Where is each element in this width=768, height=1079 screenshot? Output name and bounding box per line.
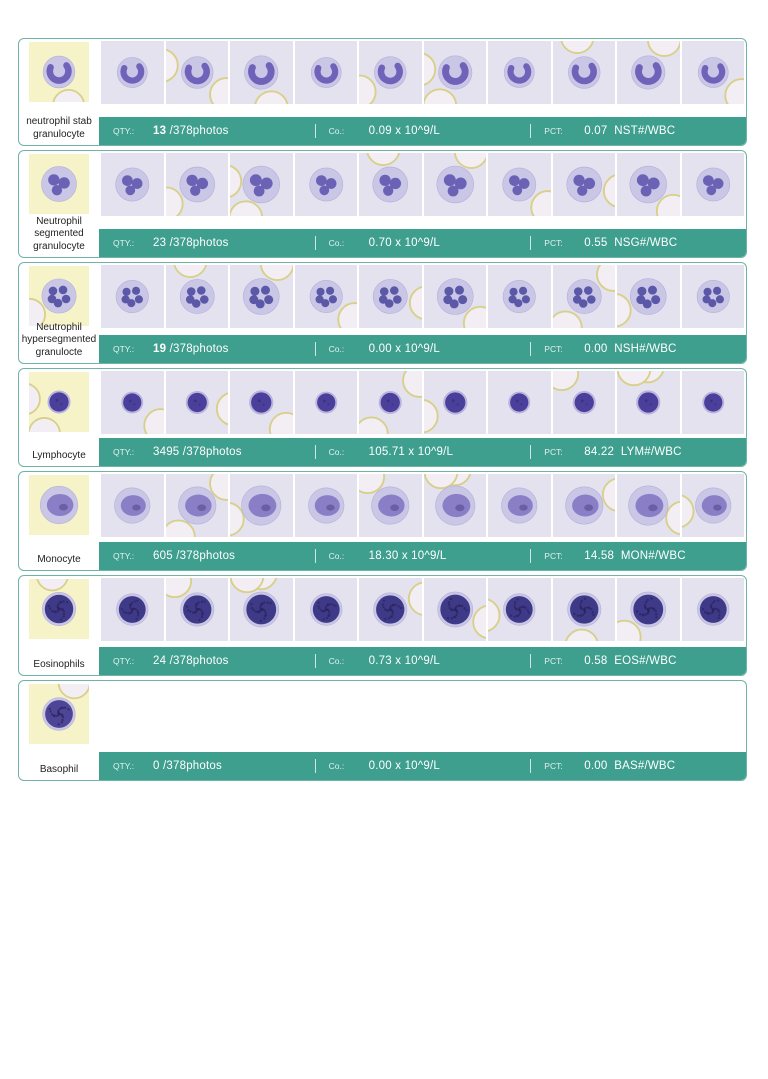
qty-value xyxy=(153,550,235,562)
cell-class-card xyxy=(18,368,747,467)
co-label: Co.: xyxy=(328,551,345,561)
qty-count: 24 xyxy=(153,655,167,667)
qty-value xyxy=(153,655,229,667)
qty-stat xyxy=(99,117,315,145)
pct-label: PCT: xyxy=(544,761,563,771)
cell-thumbnail[interactable] xyxy=(166,265,229,328)
co-label: Co.: xyxy=(328,656,345,666)
qty-label: QTY.: xyxy=(113,447,135,457)
cell-class-card xyxy=(18,262,747,364)
cell-thumbnail[interactable] xyxy=(424,153,487,216)
cell-label-column xyxy=(19,151,99,257)
cell-thumbnail[interactable] xyxy=(682,41,745,104)
cell-thumbnail-strip xyxy=(101,153,744,216)
qty-total: /378photos xyxy=(176,550,236,562)
pct-unit: NSH#/WBC xyxy=(614,343,677,355)
qty-value xyxy=(153,446,242,458)
cell-thumbnail[interactable] xyxy=(359,474,422,537)
cell-thumbnail[interactable] xyxy=(682,371,745,434)
cell-thumbnail[interactable] xyxy=(553,578,616,641)
qty-total: /378photos xyxy=(169,655,229,667)
cell-thumbnail-strip xyxy=(101,41,744,104)
co-label: Co.: xyxy=(328,126,345,136)
cell-thumbnail[interactable] xyxy=(295,578,358,641)
pct-unit: EOS#/WBC xyxy=(614,655,677,667)
concentration-stat xyxy=(315,752,531,780)
cell-thumbnail[interactable] xyxy=(682,474,745,537)
reference-cell-image xyxy=(29,42,89,102)
cell-thumbnail[interactable] xyxy=(553,153,616,216)
pct-stat xyxy=(530,752,746,780)
stats-bar xyxy=(99,438,746,466)
cell-thumbnail[interactable] xyxy=(230,578,293,641)
pct-number: 0.58 xyxy=(584,655,608,667)
pct-unit: NST#/WBC xyxy=(614,125,676,137)
cell-thumbnail[interactable] xyxy=(166,578,229,641)
qty-stat xyxy=(99,438,315,466)
cell-thumbnail[interactable] xyxy=(359,578,422,641)
cell-thumbnail[interactable] xyxy=(166,371,229,434)
stats-bar xyxy=(99,542,746,570)
pct-number: 0.07 xyxy=(584,125,608,137)
co-label: Co.: xyxy=(328,447,345,457)
concentration-stat xyxy=(315,438,531,466)
cell-thumbnail[interactable] xyxy=(295,153,358,216)
co-label: Co.: xyxy=(328,761,345,771)
cell-label-column xyxy=(19,576,99,675)
cell-thumbnail[interactable] xyxy=(617,41,680,104)
co-value: 0.00 x 10^9/L xyxy=(368,343,440,355)
cell-thumbnail[interactable] xyxy=(295,474,358,537)
pct-stat xyxy=(530,438,746,466)
qty-count: 605 xyxy=(153,550,173,562)
pct-number: 0.55 xyxy=(584,237,608,249)
qty-stat xyxy=(99,647,315,675)
pct-unit: LYM#/WBC xyxy=(620,446,682,458)
reference-cell-image xyxy=(29,579,89,639)
cell-thumbnail[interactable] xyxy=(488,41,551,104)
qty-count: 23 xyxy=(153,237,167,249)
pct-unit: BAS#/WBC xyxy=(614,760,676,772)
cell-thumbnail-strip xyxy=(101,265,744,328)
cell-thumbnail[interactable] xyxy=(359,153,422,216)
concentration-stat xyxy=(315,117,531,145)
cell-thumbnail[interactable] xyxy=(424,371,487,434)
stats-bar xyxy=(99,335,746,363)
cell-thumbnail[interactable] xyxy=(359,265,422,328)
pct-stat xyxy=(530,647,746,675)
reference-cell-image xyxy=(29,475,89,535)
cell-thumbnail[interactable] xyxy=(101,578,164,641)
co-value: 0.70 x 10^9/L xyxy=(368,237,440,249)
cell-thumbnail-strip xyxy=(101,371,744,434)
qty-stat xyxy=(99,229,315,257)
concentration-stat xyxy=(315,542,531,570)
pct-unit: MON#/WBC xyxy=(620,550,686,562)
pct-number: 0.00 xyxy=(584,343,608,355)
cell-type-name: Neutrophil hypersegmented granulocte xyxy=(21,321,97,358)
concentration-stat xyxy=(315,647,531,675)
reference-cell-image xyxy=(29,154,89,214)
cell-thumbnail[interactable] xyxy=(359,41,422,104)
cell-thumbnail[interactable] xyxy=(488,265,551,328)
cell-thumbnail[interactable] xyxy=(553,371,616,434)
cell-thumbnail[interactable] xyxy=(295,265,358,328)
pct-value xyxy=(584,125,675,137)
concentration-stat xyxy=(315,229,531,257)
cell-thumbnail[interactable] xyxy=(295,371,358,434)
cell-type-name: Monocyte xyxy=(37,553,81,565)
co-value: 105.71 x 10^9/L xyxy=(368,446,454,458)
pct-label: PCT: xyxy=(544,126,563,136)
pct-stat xyxy=(530,335,746,363)
pct-stat xyxy=(530,229,746,257)
cell-thumbnail[interactable] xyxy=(488,153,551,216)
qty-label: QTY.: xyxy=(113,551,135,561)
cell-thumbnail[interactable] xyxy=(682,578,745,641)
qty-stat xyxy=(99,752,315,780)
qty-total: /378photos xyxy=(163,760,222,772)
cell-thumbnail[interactable] xyxy=(230,474,293,537)
cell-thumbnail[interactable] xyxy=(101,41,164,104)
cell-thumbnail[interactable] xyxy=(617,578,680,641)
qty-value xyxy=(153,237,229,249)
cell-thumbnail[interactable] xyxy=(553,265,616,328)
pct-label: PCT: xyxy=(544,447,563,457)
co-value: 0.00 x 10^9/L xyxy=(368,760,440,772)
pct-label: PCT: xyxy=(544,238,563,248)
cell-thumbnail[interactable] xyxy=(424,578,487,641)
qty-label: QTY.: xyxy=(113,344,135,354)
cell-thumbnail[interactable] xyxy=(488,474,551,537)
cell-thumbnail[interactable] xyxy=(230,371,293,434)
qty-value xyxy=(153,760,222,772)
pct-value xyxy=(584,446,681,458)
cell-thumbnail[interactable] xyxy=(424,41,487,104)
reference-cell-image xyxy=(29,266,89,326)
co-value: 18.30 x 10^9/L xyxy=(368,550,447,562)
cell-thumbnail[interactable] xyxy=(488,371,551,434)
qty-count: 13 xyxy=(153,125,167,137)
co-value: 0.73 x 10^9/L xyxy=(368,655,440,667)
cell-thumbnail[interactable] xyxy=(617,474,680,537)
cell-thumbnail[interactable] xyxy=(101,265,164,328)
cell-label-column xyxy=(19,369,99,466)
cell-thumbnail[interactable] xyxy=(101,371,164,434)
stats-bar xyxy=(99,647,746,675)
reference-cell-image xyxy=(29,684,89,744)
qty-count: 3495 xyxy=(153,446,180,458)
cell-class-card xyxy=(18,680,747,781)
pct-stat xyxy=(530,117,746,145)
cell-thumbnail[interactable] xyxy=(295,41,358,104)
cell-thumbnail-strip xyxy=(101,474,744,537)
qty-label: QTY.: xyxy=(113,238,135,248)
pct-number: 0.00 xyxy=(584,760,608,772)
stats-bar xyxy=(99,117,746,145)
cell-thumbnail[interactable] xyxy=(553,41,616,104)
pct-value xyxy=(584,760,675,772)
cell-thumbnail[interactable] xyxy=(682,153,745,216)
cell-thumbnail[interactable] xyxy=(617,265,680,328)
qty-total: /378photos xyxy=(169,343,229,355)
cell-label-column xyxy=(19,681,99,780)
cell-thumbnail[interactable] xyxy=(230,265,293,328)
cell-thumbnail[interactable] xyxy=(424,265,487,328)
cell-type-name: Lymphocyte xyxy=(32,449,86,461)
pct-label: PCT: xyxy=(544,344,563,354)
stats-bar xyxy=(99,752,746,780)
cell-thumbnail[interactable] xyxy=(424,474,487,537)
qty-value xyxy=(153,125,229,137)
qty-total: /378photos xyxy=(169,237,229,249)
pct-value xyxy=(584,550,685,562)
cell-thumbnail[interactable] xyxy=(230,41,293,104)
qty-total: /378photos xyxy=(169,125,229,137)
pct-value xyxy=(584,655,676,667)
cell-type-name: Neutrophil segmented granulocyte xyxy=(33,215,85,252)
reference-cell-image xyxy=(29,372,89,432)
pct-unit: NSG#/WBC xyxy=(614,237,678,249)
cell-thumbnail[interactable] xyxy=(553,474,616,537)
cell-thumbnail[interactable] xyxy=(230,153,293,216)
qty-total: /378photos xyxy=(182,446,242,458)
qty-count: 19 xyxy=(153,343,167,355)
cell-class-card xyxy=(18,150,747,258)
cell-label-column xyxy=(19,39,99,145)
qty-count: 0 xyxy=(153,760,160,772)
cell-label-column xyxy=(19,472,99,570)
pct-value xyxy=(584,343,676,355)
qty-stat xyxy=(99,542,315,570)
cell-thumbnail[interactable] xyxy=(617,153,680,216)
co-label: Co.: xyxy=(328,344,345,354)
cell-thumbnail-strip xyxy=(101,578,744,641)
cell-class-card xyxy=(18,38,747,146)
cell-thumbnail[interactable] xyxy=(617,371,680,434)
cell-type-name: Basophil xyxy=(39,763,79,775)
cell-type-name: Eosinophils xyxy=(33,658,85,670)
cell-thumbnail[interactable] xyxy=(166,474,229,537)
concentration-stat xyxy=(315,335,531,363)
cell-type-name: neutrophil stab granulocyte xyxy=(26,116,92,140)
qty-stat xyxy=(99,335,315,363)
qty-label: QTY.: xyxy=(113,126,135,136)
qty-label: QTY.: xyxy=(113,761,135,771)
cell-thumbnail[interactable] xyxy=(682,265,745,328)
co-value: 0.09 x 10^9/L xyxy=(368,125,440,137)
cell-thumbnail[interactable] xyxy=(166,153,229,216)
cell-thumbnail[interactable] xyxy=(101,153,164,216)
co-label: Co.: xyxy=(328,238,345,248)
cell-class-card xyxy=(18,471,747,571)
cell-thumbnail[interactable] xyxy=(101,474,164,537)
cell-thumbnail[interactable] xyxy=(359,371,422,434)
stats-bar xyxy=(99,229,746,257)
pct-value xyxy=(584,237,677,249)
cell-thumbnail[interactable] xyxy=(166,41,229,104)
pct-number: 84.22 xyxy=(584,446,615,458)
pct-number: 14.58 xyxy=(584,550,615,562)
qty-value xyxy=(153,343,229,355)
cell-label-column xyxy=(19,263,99,363)
cell-class-card xyxy=(18,575,747,676)
qty-label: QTY.: xyxy=(113,656,135,666)
cell-thumbnail[interactable] xyxy=(488,578,551,641)
pct-stat xyxy=(530,542,746,570)
pct-label: PCT: xyxy=(544,656,563,666)
pct-label: PCT: xyxy=(544,551,563,561)
